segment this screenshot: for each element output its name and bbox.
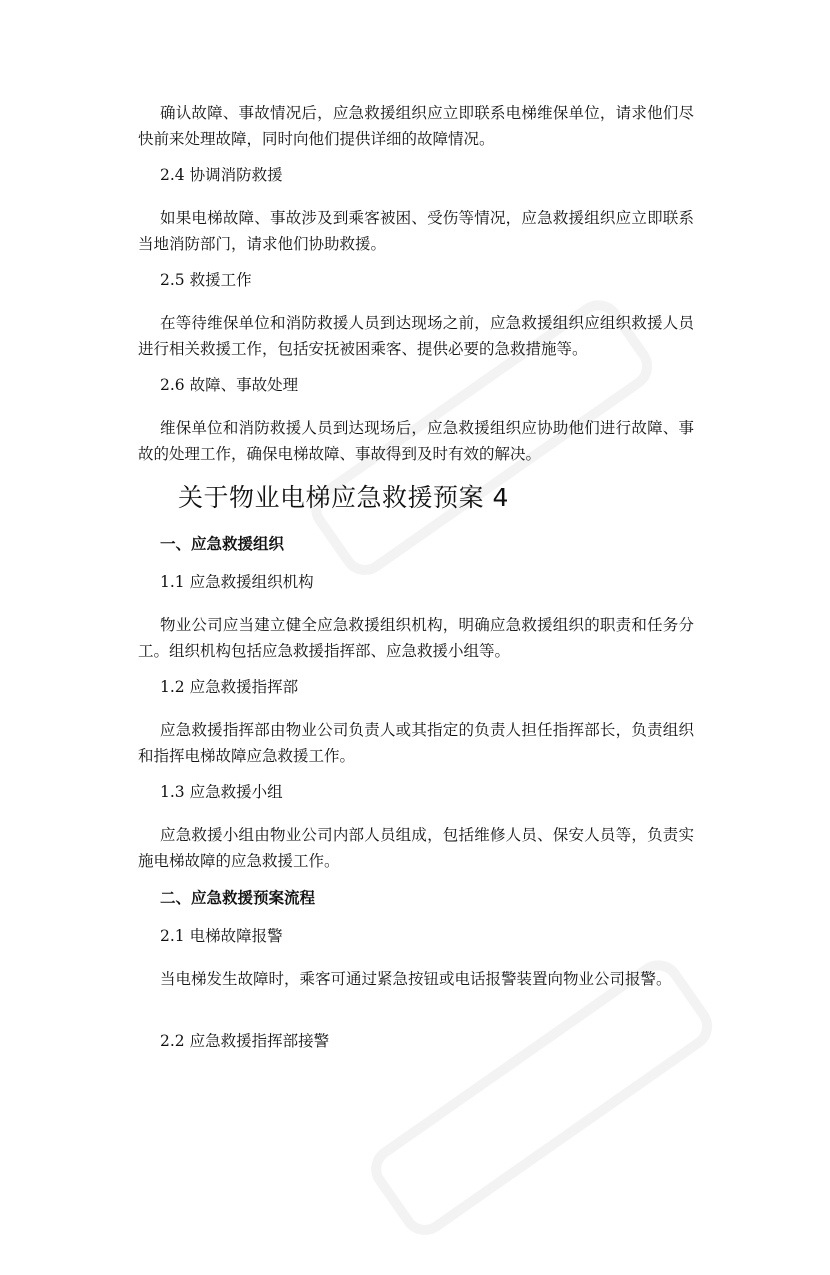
heading-plan-process: 二、应急救援预案流程 xyxy=(160,889,316,907)
paragraph-command-center: 应急救援指挥部由物业公司负责人或其指定的负责人担任指挥部长，负责组织和指挥电梯故障应急救援工作。 xyxy=(138,721,694,765)
watermark-bottom xyxy=(354,944,745,1275)
subheading-2-5: 2.5 救援工作 xyxy=(160,271,252,289)
subheading-2-2: 2.2 应急救援指挥部接警 xyxy=(160,1032,330,1050)
paragraph-rescue-work: 在等待维保单位和消防救援人员到达现场之前，应急救援组织应组织救援人员进行相关救援工作，包括安抚被困乘客、提供必要的急救措施等。 xyxy=(138,314,694,358)
subheading-1-2: 1.2 应急救援指挥部 xyxy=(160,678,299,696)
section-title: 关于物业电梯应急救援预案 4 xyxy=(178,483,509,512)
paragraph-contact-maintenance: 确认故障、事故情况后，应急救援组织应立即联系电梯维保单位，请求他们尽快前来处理故障，同时向他们提供详细的故障情况。 xyxy=(138,104,694,148)
paragraph-fire-rescue: 如果电梯故障、事故涉及到乘客被困、受伤等情况，应急救援组织应立即联系当地消防部门，请求他们协助救援。 xyxy=(138,209,694,253)
paragraph-fault-handling: 维保单位和消防救援人员到达现场后，应急救援组织应协助他们进行故障、事故的处理工作，确保电梯故障、事故得到及时有效的解决。 xyxy=(138,419,694,463)
paragraph-rescue-team: 应急救援小组由物业公司内部人员组成，包括维修人员、保安人员等，负责实施电梯故障的应急救援工作。 xyxy=(138,826,694,870)
subheading-1-1: 1.1 应急救援组织机构 xyxy=(160,573,314,591)
heading-emergency-organization: 一、应急救援组织 xyxy=(160,535,285,553)
subheading-1-3: 1.3 应急救援小组 xyxy=(160,783,283,801)
subheading-2-4: 2.4 协调消防救援 xyxy=(160,166,283,184)
paragraph-organization-structure: 物业公司应当建立健全应急救援组织机构，明确应急救援组织的职责和任务分工。组织机构包括应急救援指挥部、应急救援小组等。 xyxy=(138,616,694,660)
subheading-2-6: 2.6 故障、事故处理 xyxy=(160,376,299,394)
subheading-2-1: 2.1 电梯故障报警 xyxy=(160,927,283,945)
paragraph-fault-alarm: 当电梯发生故障时，乘客可通过紧急按钮或电话报警装置向物业公司报警。 xyxy=(160,970,672,988)
